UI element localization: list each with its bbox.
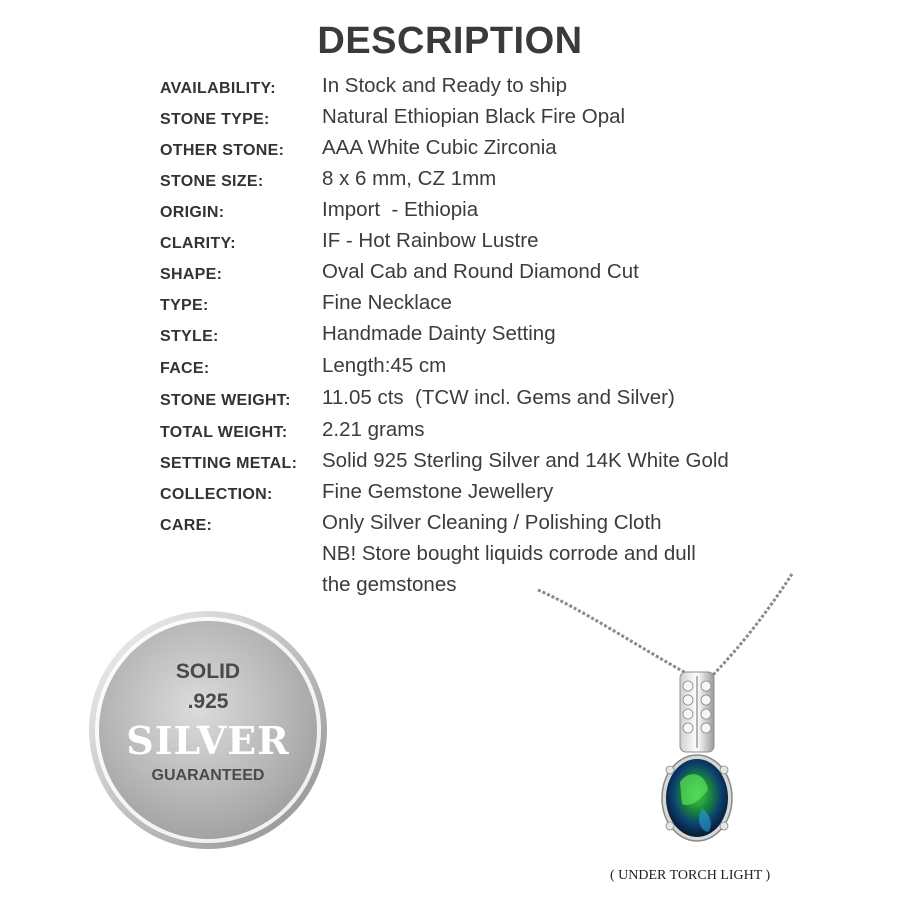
- spec-label: FACE:: [160, 360, 210, 377]
- spec-label: COLLECTION:: [160, 486, 273, 503]
- spec-label: STONE WEIGHT:: [160, 392, 291, 409]
- spec-row-shape: [0, 260, 900, 290]
- spec-value: Solid 925 Sterling Silver and 14K White Gold: [322, 449, 729, 472]
- spec-row-setting-metal: [0, 449, 900, 479]
- spec-row-stone-weight: [0, 386, 900, 416]
- spec-label: TOTAL WEIGHT:: [160, 424, 288, 441]
- spec-label: CLARITY:: [160, 235, 236, 252]
- spec-value: In Stock and Ready to ship: [322, 74, 568, 97]
- seal-guaranteed-text: GUARANTEED: [151, 767, 265, 784]
- spec-value: 11.05 cts (TCW incl. Gems and Silver): [322, 386, 675, 409]
- spec-row-face: [0, 354, 900, 384]
- spec-label: STONE SIZE:: [160, 173, 264, 190]
- spec-value: the gemstones: [322, 573, 457, 596]
- spec-value: NB! Store bought liquids corrode and dull: [322, 542, 696, 565]
- spec-value: Fine Necklace: [322, 291, 452, 314]
- spec-value: Oval Cab and Round Diamond Cut: [322, 260, 639, 283]
- spec-label: SHAPE:: [160, 266, 223, 283]
- spec-value: Natural Ethiopian Black Fire Opal: [322, 105, 626, 128]
- spec-label: STYLE:: [160, 328, 219, 345]
- spec-value: Handmade Dainty Setting: [322, 322, 556, 345]
- spec-value: Length:45 cm: [322, 354, 447, 377]
- seal-silver-text: SILVER: [126, 718, 290, 763]
- spec-row-availability: [0, 74, 900, 104]
- spec-row-clarity: [0, 229, 900, 259]
- spec-label: STONE TYPE:: [160, 111, 270, 128]
- spec-label: CARE:: [160, 517, 213, 534]
- spec-value: Import - Ethiopia: [322, 198, 479, 221]
- spec-value: 8 x 6 mm, CZ 1mm: [322, 167, 497, 190]
- spec-row-stone-type: [0, 105, 900, 135]
- spec-row-care: [0, 511, 900, 541]
- seal-solid-text: SOLID: [175, 660, 241, 683]
- opal-pendant-image: [530, 568, 800, 858]
- spec-value: Fine Gemstone Jewellery: [322, 480, 554, 503]
- page-title: DESCRIPTION: [317, 20, 583, 62]
- silver-seal: [88, 610, 328, 850]
- spec-value: IF - Hot Rainbow Lustre: [322, 229, 539, 252]
- spec-row-collection: [0, 480, 900, 510]
- spec-label: TYPE:: [160, 297, 209, 314]
- spec-value: AAA White Cubic Zirconia: [322, 136, 557, 159]
- spec-value: Only Silver Cleaning / Polishing Cloth: [322, 511, 662, 534]
- spec-row-style: [0, 322, 900, 352]
- spec-value: 2.21 grams: [322, 418, 425, 441]
- spec-label: OTHER STONE:: [160, 142, 285, 159]
- spec-row-origin: [0, 198, 900, 228]
- spec-label: ORIGIN:: [160, 204, 225, 221]
- spec-row-type: [0, 291, 900, 321]
- torch-light-caption: ( UNDER TORCH LIGHT ): [610, 868, 771, 883]
- spec-row-other-stone: [0, 136, 900, 166]
- spec-row-stone-size: [0, 167, 900, 197]
- spec-label: AVAILABILITY:: [160, 80, 276, 97]
- seal-925-text: .925: [187, 690, 229, 713]
- spec-label: SETTING METAL:: [160, 455, 298, 472]
- spec-row-total-weight: [0, 418, 900, 448]
